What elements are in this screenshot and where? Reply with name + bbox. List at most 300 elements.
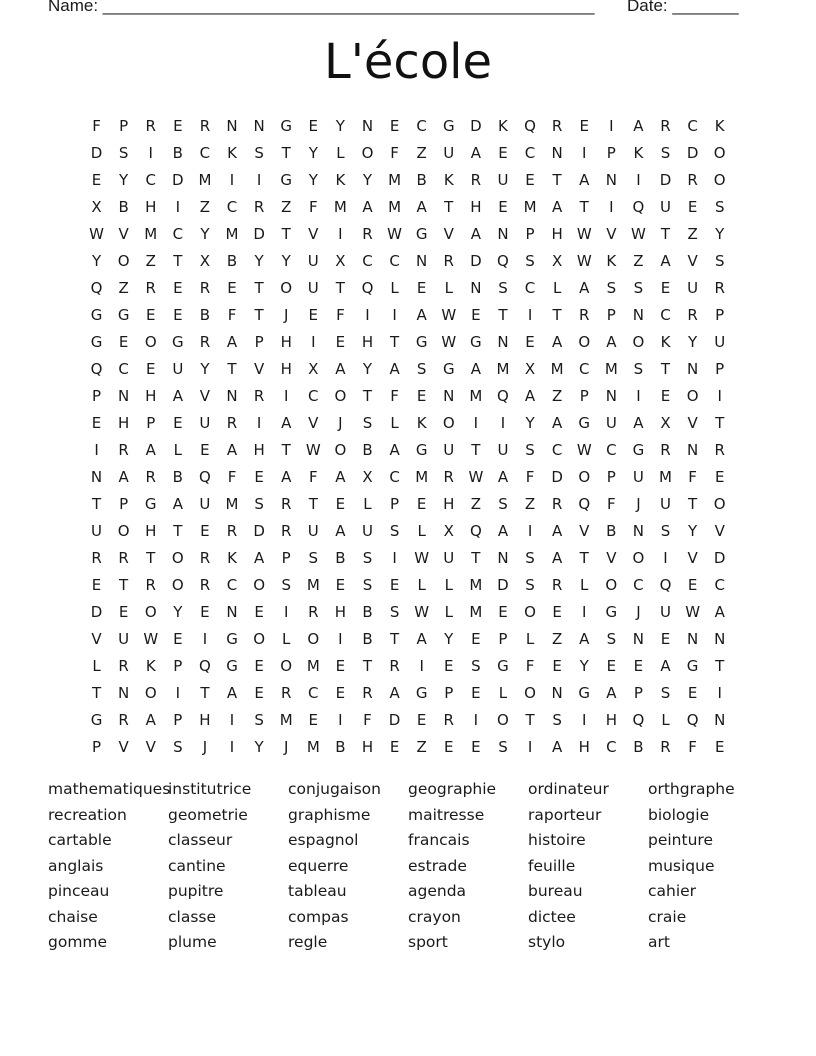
grid-letter[interactable]: U (199, 494, 211, 513)
grid-letter[interactable]: O (307, 629, 320, 648)
grid-letter[interactable]: P (606, 467, 616, 486)
grid-letter[interactable]: R (199, 116, 211, 135)
grid-letter[interactable]: V (145, 737, 156, 756)
grid-letter[interactable]: K (145, 656, 156, 675)
grid-letter[interactable]: Y (444, 629, 454, 648)
grid-letter[interactable]: O (280, 278, 293, 297)
grid-letter[interactable]: A (606, 332, 617, 351)
grid-letter[interactable]: G (632, 440, 645, 459)
grid-letter[interactable]: R (660, 737, 671, 756)
grid-letter[interactable]: A (172, 386, 183, 405)
grid-letter[interactable]: N (686, 629, 699, 648)
grid-letter[interactable]: C (633, 575, 644, 594)
grid-letter[interactable]: A (552, 521, 563, 540)
grid-letter[interactable]: I (663, 548, 668, 567)
grid-letter[interactable]: H (199, 710, 211, 729)
grid-letter[interactable]: G (415, 332, 428, 351)
grid-letter[interactable]: Q (632, 197, 645, 216)
grid-letter[interactable]: L (498, 683, 508, 702)
grid-letter[interactable]: T (281, 224, 291, 243)
grid-letter[interactable]: P (173, 710, 183, 729)
grid-letter[interactable]: P (444, 683, 454, 702)
grid-letter[interactable]: O (686, 386, 699, 405)
grid-letter[interactable]: C (199, 143, 211, 162)
grid-letter[interactable]: G (226, 629, 238, 648)
grid-letter[interactable]: V (118, 737, 129, 756)
grid-letter[interactable]: O (713, 143, 726, 162)
grid-letter[interactable]: E (606, 656, 617, 675)
grid-letter[interactable]: P (146, 413, 156, 432)
grid-letter[interactable]: Y (308, 170, 318, 189)
grid-letter[interactable]: W (576, 224, 592, 243)
grid-letter[interactable]: A (470, 143, 481, 162)
grid-letter[interactable]: A (552, 548, 563, 567)
grid-letter[interactable]: D (497, 575, 509, 594)
grid-letter[interactable]: Q (524, 116, 536, 135)
grid-letter[interactable]: K (443, 170, 454, 189)
grid-letter[interactable]: B (172, 143, 183, 162)
grid-letter[interactable]: E (552, 656, 562, 675)
grid-letter[interactable]: R (579, 305, 590, 324)
grid-letter[interactable]: S (471, 656, 481, 675)
grid-letter[interactable]: L (444, 602, 453, 621)
grid-letter[interactable]: C (524, 143, 536, 162)
grid-letter[interactable]: K (335, 170, 346, 189)
grid-letter[interactable]: Y (335, 116, 345, 135)
grid-letter[interactable]: A (416, 305, 427, 324)
grid-letter[interactable]: A (362, 197, 373, 216)
grid-letter[interactable]: R (443, 710, 454, 729)
grid-letter[interactable]: N (226, 602, 238, 621)
grid-letter[interactable]: I (311, 332, 316, 351)
grid-letter[interactable]: N (470, 278, 482, 297)
grid-letter[interactable]: C (308, 683, 319, 702)
grid-letter[interactable]: Z (416, 143, 427, 162)
grid-letter[interactable]: A (145, 440, 156, 459)
grid-letter[interactable]: Z (524, 494, 536, 513)
grid-letter[interactable]: Q (632, 710, 645, 729)
grid-letter[interactable]: W (685, 602, 701, 621)
grid-letter[interactable]: G (280, 170, 293, 189)
grid-letter[interactable]: V (118, 224, 129, 243)
grid-letter[interactable]: Y (525, 413, 535, 432)
grid-letter[interactable]: Y (200, 224, 210, 243)
grid-letter[interactable]: C (118, 359, 129, 378)
grid-letter[interactable]: U (199, 413, 211, 432)
grid-letter[interactable]: A (660, 656, 671, 675)
grid-letter[interactable]: P (606, 143, 616, 162)
grid-letter[interactable]: T (254, 305, 264, 324)
grid-letter[interactable]: Y (254, 251, 264, 270)
grid-letter[interactable]: F (607, 494, 616, 513)
grid-letter[interactable]: S (552, 710, 562, 729)
grid-letter[interactable]: B (416, 170, 427, 189)
grid-letter[interactable]: G (470, 332, 482, 351)
grid-letter[interactable]: Y (579, 656, 589, 675)
grid-letter[interactable]: C (606, 737, 617, 756)
grid-letter[interactable]: M (604, 359, 618, 378)
grid-letter[interactable]: E (471, 737, 481, 756)
grid-letter[interactable]: O (442, 413, 455, 432)
grid-letter[interactable]: E (471, 629, 481, 648)
grid-letter[interactable]: P (92, 737, 102, 756)
grid-letter[interactable]: Y (173, 602, 183, 621)
grid-letter[interactable]: S (362, 413, 373, 432)
grid-letter[interactable]: R (470, 170, 482, 189)
grid-letter[interactable]: Z (552, 629, 563, 648)
grid-letter[interactable]: F (390, 143, 399, 162)
grid-letter[interactable]: E (118, 332, 129, 351)
grid-letter[interactable]: G (686, 656, 699, 675)
grid-letter[interactable]: J (202, 737, 208, 756)
grid-letter[interactable]: A (389, 359, 400, 378)
grid-letter[interactable]: E (444, 737, 454, 756)
grid-letter[interactable]: K (606, 251, 617, 270)
grid-letter[interactable]: Q (90, 278, 103, 297)
grid-letter[interactable]: O (253, 575, 266, 594)
grid-letter[interactable]: R (443, 251, 454, 270)
grid-letter[interactable]: T (281, 143, 291, 162)
grid-letter[interactable]: O (117, 251, 130, 270)
grid-letter[interactable]: R (199, 332, 211, 351)
grid-letter[interactable]: E (335, 494, 346, 513)
grid-letter[interactable]: D (659, 170, 672, 189)
grid-letter[interactable]: T (173, 251, 183, 270)
grid-letter[interactable]: H (578, 737, 590, 756)
grid-letter[interactable]: U (307, 251, 319, 270)
grid-letter[interactable]: L (417, 521, 426, 540)
grid-letter[interactable]: T (471, 548, 481, 567)
grid-letter[interactable]: M (279, 710, 293, 729)
grid-letter[interactable]: D (90, 602, 103, 621)
grid-letter[interactable]: S (606, 278, 617, 297)
grid-letter[interactable]: C (416, 116, 427, 135)
grid-letter[interactable]: C (687, 116, 698, 135)
grid-letter[interactable]: U (443, 143, 455, 162)
grid-letter[interactable]: B (362, 629, 373, 648)
grid-letter[interactable]: E (660, 278, 671, 297)
grid-letter[interactable]: R (199, 575, 211, 594)
grid-letter[interactable]: E (687, 683, 698, 702)
grid-letter[interactable]: Q (659, 575, 672, 594)
grid-letter[interactable]: H (470, 197, 482, 216)
grid-letter[interactable]: Y (688, 521, 698, 540)
grid-letter[interactable]: E (173, 278, 183, 297)
grid-letter[interactable]: Q (469, 521, 482, 540)
grid-letter[interactable]: U (443, 548, 455, 567)
grid-letter[interactable]: O (578, 467, 591, 486)
grid-letter[interactable]: K (498, 116, 508, 135)
grid-letter[interactable]: R (226, 413, 238, 432)
grid-letter[interactable]: E (660, 629, 671, 648)
grid-letter[interactable]: U (361, 521, 373, 540)
grid-letter[interactable]: R (91, 548, 102, 567)
grid-letter[interactable]: T (389, 629, 400, 648)
grid-letter[interactable]: D (388, 710, 401, 729)
grid-letter[interactable]: E (633, 656, 644, 675)
grid-letter[interactable]: A (524, 386, 536, 405)
grid-letter[interactable]: I (500, 413, 506, 432)
grid-letter[interactable]: C (308, 386, 319, 405)
grid-letter[interactable]: Q (497, 386, 509, 405)
grid-letter[interactable]: D (253, 224, 265, 243)
grid-letter[interactable]: N (118, 683, 130, 702)
grid-letter[interactable]: L (525, 629, 535, 648)
grid-letter[interactable]: F (92, 116, 101, 135)
grid-letter[interactable]: E (200, 521, 210, 540)
grid-letter[interactable]: T (660, 359, 671, 378)
grid-letter[interactable]: L (336, 143, 345, 162)
grid-letter[interactable]: A (281, 467, 292, 486)
grid-letter[interactable]: S (254, 143, 264, 162)
grid-letter[interactable]: E (714, 737, 725, 756)
grid-letter[interactable]: W (414, 548, 430, 567)
grid-letter[interactable]: I (94, 440, 99, 459)
grid-letter[interactable]: M (306, 656, 320, 675)
grid-letter[interactable]: S (525, 575, 535, 594)
grid-letter[interactable]: E (200, 602, 210, 621)
grid-letter[interactable]: C (714, 575, 725, 594)
grid-letter[interactable]: E (687, 197, 698, 216)
grid-letter[interactable]: V (199, 386, 211, 405)
grid-letter[interactable]: N (226, 386, 238, 405)
grid-letter[interactable]: V (91, 629, 102, 648)
grid-letter[interactable]: N (497, 224, 509, 243)
grid-letter[interactable]: A (497, 521, 509, 540)
grid-letter[interactable]: O (524, 602, 536, 621)
grid-letter[interactable]: Z (552, 386, 563, 405)
grid-letter[interactable]: I (717, 386, 722, 405)
grid-letter[interactable]: U (660, 494, 671, 513)
grid-letter[interactable]: M (469, 602, 483, 621)
grid-letter[interactable]: Z (199, 197, 211, 216)
grid-letter[interactable]: A (118, 467, 129, 486)
grid-letter[interactable]: S (389, 521, 400, 540)
grid-letter[interactable]: T (119, 575, 129, 594)
grid-letter[interactable]: T (471, 440, 481, 459)
grid-letter[interactable]: V (579, 521, 590, 540)
grid-letter[interactable]: V (308, 224, 319, 243)
grid-letter[interactable]: B (226, 251, 238, 270)
grid-letter[interactable]: G (90, 710, 103, 729)
grid-letter[interactable]: E (525, 332, 535, 351)
grid-letter[interactable]: O (117, 521, 130, 540)
grid-letter[interactable]: E (335, 683, 346, 702)
grid-letter[interactable]: M (388, 170, 402, 189)
grid-letter[interactable]: E (471, 683, 481, 702)
grid-letter[interactable]: V (308, 413, 319, 432)
grid-letter[interactable]: Z (118, 278, 129, 297)
grid-letter[interactable]: H (361, 737, 374, 756)
grid-letter[interactable]: F (308, 467, 318, 486)
grid-letter[interactable]: Y (200, 359, 210, 378)
grid-letter[interactable]: H (551, 224, 563, 243)
grid-letter[interactable]: I (527, 737, 533, 756)
grid-letter[interactable]: Q (199, 656, 211, 675)
grid-letter[interactable]: L (390, 413, 399, 432)
grid-letter[interactable]: N (416, 251, 428, 270)
grid-letter[interactable]: P (119, 116, 129, 135)
grid-letter[interactable]: S (118, 143, 129, 162)
grid-letter[interactable]: S (281, 575, 291, 594)
grid-letter[interactable]: F (688, 737, 697, 756)
grid-letter[interactable]: E (118, 602, 129, 621)
grid-letter[interactable]: E (254, 656, 264, 675)
grid-letter[interactable]: R (199, 548, 211, 567)
grid-letter[interactable]: M (144, 224, 158, 243)
grid-letter[interactable]: A (552, 413, 563, 432)
grid-letter[interactable]: T (579, 548, 589, 567)
grid-letter[interactable]: A (226, 440, 238, 459)
grid-letter[interactable]: U (497, 170, 509, 189)
grid-letter[interactable]: I (175, 197, 181, 216)
grid-letter[interactable]: H (280, 332, 292, 351)
grid-letter[interactable]: A (470, 359, 481, 378)
grid-letter[interactable]: N (443, 386, 455, 405)
grid-letter[interactable]: R (362, 683, 373, 702)
grid-letter[interactable]: G (172, 332, 184, 351)
grid-letter[interactable]: A (579, 629, 590, 648)
grid-letter[interactable]: M (469, 386, 483, 405)
grid-letter[interactable]: S (416, 359, 427, 378)
grid-letter[interactable]: S (498, 737, 508, 756)
grid-letter[interactable]: T (715, 656, 725, 675)
grid-letter[interactable]: Y (254, 737, 264, 756)
grid-letter[interactable]: N (253, 116, 265, 135)
grid-letter[interactable]: Z (687, 224, 698, 243)
grid-letter[interactable]: X (443, 521, 454, 540)
grid-letter[interactable]: S (660, 521, 671, 540)
grid-letter[interactable]: I (202, 629, 208, 648)
grid-letter[interactable]: Z (416, 737, 427, 756)
name-field-label[interactable]: Name: ____________________________________________________ (48, 0, 595, 15)
grid-letter[interactable]: N (632, 305, 645, 324)
grid-letter[interactable]: Q (90, 359, 103, 378)
grid-letter[interactable]: G (144, 494, 157, 513)
grid-letter[interactable]: E (335, 332, 346, 351)
grid-letter[interactable]: I (229, 170, 235, 189)
grid-letter[interactable]: F (363, 710, 372, 729)
grid-letter[interactable]: M (550, 359, 564, 378)
grid-letter[interactable]: O (144, 683, 157, 702)
grid-letter[interactable]: E (173, 413, 183, 432)
grid-letter[interactable]: I (229, 710, 235, 729)
grid-letter[interactable]: F (525, 467, 535, 486)
grid-letter[interactable]: H (145, 521, 157, 540)
grid-letter[interactable]: Y (308, 143, 318, 162)
grid-letter[interactable]: W (576, 440, 592, 459)
grid-letter[interactable]: G (90, 305, 103, 324)
grid-letter[interactable]: F (227, 467, 237, 486)
grid-letter[interactable]: R (280, 494, 292, 513)
grid-letter[interactable]: U (632, 467, 644, 486)
grid-letter[interactable]: I (392, 305, 397, 324)
grid-letter[interactable]: E (227, 278, 237, 297)
grid-letter[interactable]: G (415, 683, 428, 702)
grid-letter[interactable]: N (714, 629, 726, 648)
grid-letter[interactable]: E (498, 143, 508, 162)
grid-letter[interactable]: N (90, 467, 103, 486)
grid-letter[interactable]: I (582, 143, 587, 162)
grid-letter[interactable]: T (362, 386, 373, 405)
grid-letter[interactable]: S (660, 143, 671, 162)
grid-letter[interactable]: F (308, 197, 318, 216)
grid-letter[interactable]: E (660, 386, 671, 405)
grid-letter[interactable]: X (308, 359, 319, 378)
grid-letter[interactable]: A (281, 413, 292, 432)
grid-letter[interactable]: I (175, 683, 181, 702)
grid-letter[interactable]: Z (633, 251, 644, 270)
grid-letter[interactable]: Q (578, 494, 591, 513)
grid-letter[interactable]: A (633, 413, 644, 432)
grid-letter[interactable]: H (280, 359, 292, 378)
grid-letter[interactable]: U (497, 440, 509, 459)
grid-letter[interactable]: Y (362, 359, 373, 378)
grid-letter[interactable]: R (551, 494, 563, 513)
grid-letter[interactable]: A (335, 467, 346, 486)
grid-letter[interactable]: C (660, 305, 671, 324)
grid-letter[interactable]: O (524, 683, 536, 702)
grid-letter[interactable]: V (606, 548, 617, 567)
grid-letter[interactable]: M (306, 737, 320, 756)
grid-letter[interactable]: J (283, 737, 289, 756)
grid-letter[interactable]: E (173, 305, 183, 324)
grid-letter[interactable]: F (227, 305, 237, 324)
grid-letter[interactable]: B (362, 440, 373, 459)
grid-letter[interactable]: J (636, 602, 641, 621)
grid-letter[interactable]: G (280, 116, 293, 135)
grid-letter[interactable]: N (497, 548, 509, 567)
grid-letter[interactable]: B (172, 467, 183, 486)
grid-letter[interactable]: X (524, 359, 536, 378)
grid-letter[interactable]: U (172, 359, 184, 378)
grid-letter[interactable]: H (145, 197, 157, 216)
grid-letter[interactable]: W (143, 629, 159, 648)
grid-letter[interactable]: U (307, 278, 319, 297)
grid-letter[interactable]: G (578, 683, 591, 702)
grid-letter[interactable]: I (609, 116, 614, 135)
grid-letter[interactable]: R (551, 575, 563, 594)
grid-letter[interactable]: R (118, 440, 129, 459)
grid-letter[interactable]: M (388, 197, 402, 216)
grid-letter[interactable]: T (200, 683, 210, 702)
grid-letter[interactable]: X (660, 413, 671, 432)
grid-letter[interactable]: A (633, 116, 644, 135)
grid-letter[interactable]: G (442, 116, 455, 135)
grid-letter[interactable]: R (145, 467, 156, 486)
grid-letter[interactable]: R (714, 440, 725, 459)
grid-letter[interactable]: D (172, 170, 184, 189)
grid-letter[interactable]: H (145, 386, 157, 405)
grid-letter[interactable]: S (525, 251, 535, 270)
grid-letter[interactable]: T (335, 278, 345, 297)
grid-letter[interactable]: C (389, 251, 400, 270)
grid-letter[interactable]: A (416, 629, 427, 648)
grid-letter[interactable]: R (308, 602, 319, 621)
grid-letter[interactable]: K (227, 548, 237, 567)
grid-letter[interactable]: L (444, 278, 453, 297)
grid-letter[interactable]: L (363, 494, 372, 513)
grid-letter[interactable]: W (89, 224, 104, 243)
grid-letter[interactable]: I (609, 197, 614, 216)
grid-letter[interactable]: B (199, 305, 211, 324)
grid-letter[interactable]: E (687, 575, 698, 594)
grid-letter[interactable]: N (551, 683, 563, 702)
grid-letter[interactable]: F (688, 467, 697, 486)
grid-letter[interactable]: V (687, 548, 698, 567)
grid-letter[interactable]: M (415, 467, 429, 486)
grid-letter[interactable]: W (441, 305, 457, 324)
